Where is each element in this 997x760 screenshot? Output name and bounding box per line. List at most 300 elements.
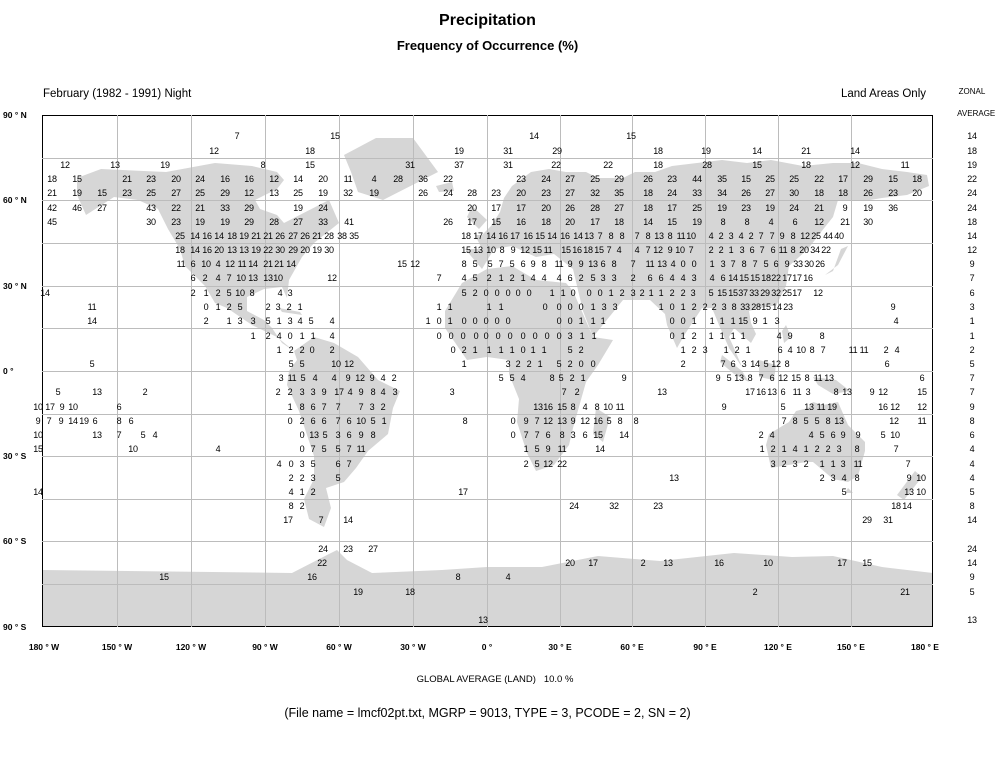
- map-value: 17: [491, 203, 501, 213]
- map-value: 5: [140, 430, 146, 440]
- map-value: 4: [276, 331, 282, 341]
- map-value: 26: [275, 231, 285, 241]
- map-value: 3: [335, 430, 341, 440]
- map-value: 0: [586, 288, 592, 298]
- map-value: 2: [680, 288, 686, 298]
- lat-tick-label: 90 ° N: [3, 110, 27, 120]
- map-value: 11: [917, 416, 927, 426]
- map-value: 20: [318, 174, 328, 184]
- map-value: 2: [461, 345, 467, 355]
- map-value: 7: [606, 245, 612, 255]
- map-value: 0: [436, 331, 442, 341]
- map-value: 8: [370, 387, 376, 397]
- map-value: 36: [418, 174, 428, 184]
- map-value: 0: [436, 316, 442, 326]
- map-value: 11: [287, 373, 297, 383]
- map-value: 13: [473, 245, 483, 255]
- map-value: 15: [535, 231, 545, 241]
- map-value: 2: [669, 288, 675, 298]
- map-value: 12: [814, 217, 824, 227]
- map-value: 11: [792, 387, 802, 397]
- map-value: 13: [584, 231, 594, 241]
- map-value: 6: [658, 273, 664, 283]
- map-value: 1: [203, 288, 209, 298]
- map-value: 7: [116, 430, 122, 440]
- map-value: 5: [300, 373, 306, 383]
- map-value: 13: [263, 273, 273, 283]
- map-value: 4: [893, 316, 899, 326]
- map-value: 35: [717, 174, 727, 184]
- map-value: 44: [823, 231, 833, 241]
- map-value: 31: [883, 515, 893, 525]
- map-value: 19: [454, 146, 464, 156]
- map-value: 19: [863, 203, 873, 213]
- map-value: 8: [611, 259, 617, 269]
- map-value: 2: [286, 302, 292, 312]
- map-value: 29: [220, 188, 230, 198]
- zonal-average-value: 18: [967, 217, 977, 227]
- map-value: 1: [728, 245, 734, 255]
- zonal-average-value: 24: [967, 188, 977, 198]
- map-value: 9: [869, 387, 875, 397]
- map-value: 5: [498, 373, 504, 383]
- map-value: 30: [275, 245, 285, 255]
- map-value: 17: [792, 273, 802, 283]
- map-value: 8: [455, 572, 461, 582]
- gridline-horizontal: [42, 200, 933, 201]
- map-value: 15: [728, 288, 738, 298]
- map-value: 0: [203, 302, 209, 312]
- map-value: 9: [721, 402, 727, 412]
- page-title: Precipitation: [439, 12, 536, 29]
- map-value: 23: [653, 501, 663, 511]
- map-value: 21: [312, 231, 322, 241]
- map-value: 28: [269, 217, 279, 227]
- page-subtitle: Frequency of Occurrence (%): [396, 38, 579, 53]
- map-value: 16: [560, 231, 570, 241]
- map-value: 2: [781, 459, 787, 469]
- map-value: 8: [790, 245, 796, 255]
- map-value: 0: [526, 288, 532, 298]
- map-value: 1: [541, 345, 547, 355]
- map-value: 5: [487, 259, 493, 269]
- map-value: 1: [719, 316, 725, 326]
- map-value: 18: [912, 174, 922, 184]
- lon-tick-label: 90 ° W: [252, 642, 278, 652]
- map-value: 6: [792, 217, 798, 227]
- map-value: 28: [393, 174, 403, 184]
- map-value: 2: [299, 416, 305, 426]
- map-value: 7: [720, 359, 726, 369]
- map-value: 1: [830, 459, 836, 469]
- map-value: 27: [171, 188, 181, 198]
- map-value: 27: [614, 203, 624, 213]
- map-value: 21: [263, 259, 273, 269]
- map-value: 28: [467, 188, 477, 198]
- map-value: 0: [287, 331, 293, 341]
- map-value: 15: [72, 174, 82, 184]
- map-value: 4: [894, 345, 900, 355]
- map-value: 1: [730, 316, 736, 326]
- zonal-average-value: 24: [967, 544, 977, 554]
- map-value: 12: [344, 359, 354, 369]
- map-value: 32: [590, 188, 600, 198]
- map-value: 8: [299, 402, 305, 412]
- map-value: 10: [486, 245, 496, 255]
- map-value: 6: [545, 430, 551, 440]
- map-value: 18: [801, 160, 811, 170]
- map-value: 0: [505, 288, 511, 298]
- map-value: 18: [614, 217, 624, 227]
- map-value: 2: [329, 345, 335, 355]
- map-value: 6: [116, 402, 122, 412]
- map-value: 2: [288, 473, 294, 483]
- map-value: 3: [392, 387, 398, 397]
- map-value: 30: [804, 259, 814, 269]
- zonal-average-value: 6: [969, 430, 975, 440]
- map-value: 8: [792, 416, 798, 426]
- map-value: 6: [335, 459, 341, 469]
- map-value: 18: [838, 188, 848, 198]
- map-value: 4: [297, 316, 303, 326]
- map-value: 10: [763, 558, 773, 568]
- map-value: 7: [759, 245, 765, 255]
- map-value: 35: [349, 231, 359, 241]
- zonal-average-value: 7: [969, 387, 975, 397]
- map-value: 33: [692, 188, 702, 198]
- map-value: 15: [159, 572, 169, 582]
- lon-tick-label: 60 ° E: [620, 642, 644, 652]
- map-value: 7: [630, 259, 636, 269]
- map-value: 33: [749, 288, 759, 298]
- map-value: 2: [711, 302, 717, 312]
- map-value: 1: [250, 331, 256, 341]
- map-value: 7: [358, 402, 364, 412]
- map-value: 19: [701, 146, 711, 156]
- map-value: 24: [318, 203, 328, 213]
- map-value: 4: [841, 473, 847, 483]
- map-value: 6: [749, 245, 755, 255]
- map-value: 7: [310, 444, 316, 454]
- map-value: 1: [730, 331, 736, 341]
- map-value: 2: [574, 387, 580, 397]
- lon-tick-label: 30 ° E: [548, 642, 572, 652]
- map-value: 15: [791, 373, 801, 383]
- zonal-average-value: 14: [967, 131, 977, 141]
- map-value: 26: [300, 231, 310, 241]
- map-value: 29: [760, 288, 770, 298]
- map-value: 18: [814, 188, 824, 198]
- map-value: 10: [686, 231, 696, 241]
- map-value: 0: [578, 359, 584, 369]
- map-value: 2: [287, 387, 293, 397]
- zonal-average-value: 13: [967, 615, 977, 625]
- map-value: 28: [590, 203, 600, 213]
- map-value: 3: [739, 245, 745, 255]
- map-value: 2: [825, 444, 831, 454]
- map-value: 19: [79, 416, 89, 426]
- map-value: 2: [142, 387, 148, 397]
- map-value: 2: [691, 345, 697, 355]
- zonal-average-value: 3: [969, 302, 975, 312]
- map-value: 14: [902, 501, 912, 511]
- map-value: 21: [900, 587, 910, 597]
- map-value: 0: [578, 302, 584, 312]
- map-value: 19: [220, 217, 230, 227]
- map-value: 6: [884, 359, 890, 369]
- lon-tick-label: 150 ° W: [101, 642, 133, 652]
- map-value: 1: [781, 444, 787, 454]
- map-value: 4: [215, 273, 221, 283]
- map-value: 8: [819, 331, 825, 341]
- map-value: 8: [790, 231, 796, 241]
- map-value: 0: [510, 416, 516, 426]
- map-value: 0: [520, 345, 526, 355]
- map-value: 0: [287, 416, 293, 426]
- map-value: 5: [321, 444, 327, 454]
- map-value: 13: [239, 245, 249, 255]
- map-value: 3: [275, 302, 281, 312]
- map-value: 1: [520, 273, 526, 283]
- map-value: 1: [486, 345, 492, 355]
- map-value: 9: [510, 245, 516, 255]
- map-value: 7: [561, 387, 567, 397]
- map-value: 12: [520, 245, 530, 255]
- map-value: 8: [260, 160, 266, 170]
- map-value: 1: [523, 444, 529, 454]
- map-value: 25: [789, 174, 799, 184]
- map-value: 9: [667, 245, 673, 255]
- map-value: 19: [293, 203, 303, 213]
- map-value: 3: [287, 316, 293, 326]
- map-value: 15: [33, 444, 43, 454]
- map-value: 28: [751, 302, 761, 312]
- map-value: 9: [59, 402, 65, 412]
- map-value: 2: [299, 501, 305, 511]
- map-value: 16: [714, 558, 724, 568]
- map-value: 3: [690, 288, 696, 298]
- map-value: 11: [543, 245, 553, 255]
- gridline-horizontal: [42, 158, 933, 159]
- map-value: 14: [343, 515, 353, 525]
- map-value: 9: [358, 430, 364, 440]
- map-value: 22: [771, 273, 781, 283]
- map-value: 2: [752, 587, 758, 597]
- zonal-average-value: 7: [969, 273, 975, 283]
- gridline-horizontal: [42, 414, 933, 415]
- map-value: 2: [819, 473, 825, 483]
- map-value: 8: [633, 416, 639, 426]
- map-value: 7: [346, 444, 352, 454]
- map-value: 13: [804, 402, 814, 412]
- zonal-average-value: 9: [969, 259, 975, 269]
- map-value: 13: [669, 473, 679, 483]
- zonal-average-value: 5: [969, 487, 975, 497]
- map-value: 6: [770, 245, 776, 255]
- map-value: 24: [789, 203, 799, 213]
- map-value: 5: [509, 373, 515, 383]
- map-value: 13: [734, 373, 744, 383]
- map-value: 31: [503, 146, 513, 156]
- map-value: 11: [813, 373, 823, 383]
- map-value: 18: [541, 217, 551, 227]
- map-value: 10: [356, 416, 366, 426]
- map-value: 12: [209, 146, 219, 156]
- map-value: 3: [630, 288, 636, 298]
- map-value: 23: [667, 174, 677, 184]
- zonal-header-line1: ZONAL: [958, 87, 986, 96]
- map-value: 12: [878, 387, 888, 397]
- map-value: 8: [854, 473, 860, 483]
- map-value: 1: [740, 331, 746, 341]
- map-value: 5: [335, 444, 341, 454]
- map-value: 43: [146, 203, 156, 213]
- map-value: 7: [534, 430, 540, 440]
- map-value: 23: [741, 203, 751, 213]
- map-value: 7: [752, 259, 758, 269]
- gridline-horizontal: [42, 499, 933, 500]
- map-value: 18: [643, 188, 653, 198]
- map-value: 1: [276, 345, 282, 355]
- map-value: 18: [761, 273, 771, 283]
- map-value: 18: [653, 160, 663, 170]
- map-value: 12: [543, 459, 553, 469]
- map-value: 17: [792, 288, 802, 298]
- map-value: 4: [505, 572, 511, 582]
- map-value: 8: [747, 373, 753, 383]
- map-value: 15: [862, 558, 872, 568]
- map-value: 22: [603, 160, 613, 170]
- map-value: 11: [176, 259, 186, 269]
- map-value: 5: [726, 373, 732, 383]
- map-value: 2: [391, 373, 397, 383]
- map-value: 2: [515, 359, 521, 369]
- map-value: 6: [310, 402, 316, 412]
- map-value: 21: [195, 203, 205, 213]
- map-value: 0: [567, 316, 573, 326]
- map-value: 3: [310, 473, 316, 483]
- map-value: 38: [337, 231, 347, 241]
- map-value: 13: [834, 416, 844, 426]
- map-value: 6: [773, 259, 779, 269]
- map-value: 1: [759, 444, 765, 454]
- map-value: 15: [397, 259, 407, 269]
- map-value: 9: [890, 302, 896, 312]
- map-value: 22: [263, 245, 273, 255]
- map-value: 20: [516, 188, 526, 198]
- map-value: 19: [72, 188, 82, 198]
- map-value: 21: [814, 203, 824, 213]
- map-value: 0: [680, 316, 686, 326]
- map-value: 5: [841, 487, 847, 497]
- map-value: 14: [40, 288, 50, 298]
- lat-tick-label: 60 ° S: [3, 536, 27, 546]
- map-value: 32: [771, 288, 781, 298]
- map-value: 1: [680, 331, 686, 341]
- map-value: 14: [619, 430, 629, 440]
- map-value: 1: [297, 302, 303, 312]
- map-value: 35: [614, 188, 624, 198]
- map-value: 17: [745, 387, 755, 397]
- map-value: 6: [780, 387, 786, 397]
- map-value: 2: [734, 345, 740, 355]
- map-value: 2: [758, 430, 764, 440]
- map-value: 12: [543, 416, 553, 426]
- map-value: 1: [226, 316, 232, 326]
- file-info-label: (File name = lmcf02pt.txt, MGRP = 9013, TYPE = 3, PCODE = 2, SN = 2): [284, 706, 691, 720]
- map-value: 3: [299, 459, 305, 469]
- map-value: 30: [324, 245, 334, 255]
- map-value: 16: [244, 174, 254, 184]
- map-value: 1: [215, 302, 221, 312]
- map-value: 41: [344, 217, 354, 227]
- map-value: 4: [380, 373, 386, 383]
- map-value: 8: [116, 416, 122, 426]
- map-value: 5: [763, 359, 769, 369]
- map-value: 0: [299, 430, 305, 440]
- map-value: 8: [549, 373, 555, 383]
- map-value: 14: [752, 146, 762, 156]
- map-value: 11: [343, 174, 353, 184]
- map-value: 25: [293, 188, 303, 198]
- map-value: 2: [509, 273, 515, 283]
- map-value: 3: [840, 459, 846, 469]
- map-value: 19: [239, 231, 249, 241]
- map-value: 19: [160, 160, 170, 170]
- map-value: 5: [509, 259, 515, 269]
- map-value: 27: [293, 217, 303, 227]
- map-value: 12: [580, 416, 590, 426]
- map-value: 1: [530, 345, 536, 355]
- map-value: 10: [675, 245, 685, 255]
- map-value: 13: [248, 273, 258, 283]
- map-value: 12: [778, 373, 788, 383]
- map-value: 31: [405, 160, 415, 170]
- map-value: 14: [68, 416, 78, 426]
- map-value: 20: [300, 245, 310, 255]
- map-value: 25: [590, 174, 600, 184]
- map-value: 14: [529, 131, 539, 141]
- map-value: 2: [265, 302, 271, 312]
- map-value: 16: [220, 174, 230, 184]
- map-value: 9: [530, 259, 536, 269]
- map-value: 3: [836, 444, 842, 454]
- map-value: 21: [263, 231, 273, 241]
- map-value: 10: [796, 345, 806, 355]
- map-value: 18: [461, 231, 471, 241]
- map-value: 1: [299, 331, 305, 341]
- map-value: 40: [834, 231, 844, 241]
- map-value: 15: [491, 217, 501, 227]
- map-value: 3: [310, 387, 316, 397]
- map-value: 1: [549, 288, 555, 298]
- map-value: 12: [889, 416, 899, 426]
- map-value: 1: [658, 302, 664, 312]
- map-value: 8: [667, 231, 673, 241]
- map-value: 0: [520, 331, 526, 341]
- map-value: 7: [523, 430, 529, 440]
- map-value: 7: [321, 402, 327, 412]
- map-value: 0: [483, 316, 489, 326]
- lon-tick-label: 0 °: [481, 642, 493, 652]
- map-value: 1: [762, 316, 768, 326]
- map-value: 2: [299, 345, 305, 355]
- map-value: 11: [87, 302, 97, 312]
- lon-tick-label: 150 ° E: [837, 642, 865, 652]
- map-value: 27: [288, 231, 298, 241]
- zonal-average-value: 9: [969, 572, 975, 582]
- lon-tick-label: 30 ° W: [400, 642, 426, 652]
